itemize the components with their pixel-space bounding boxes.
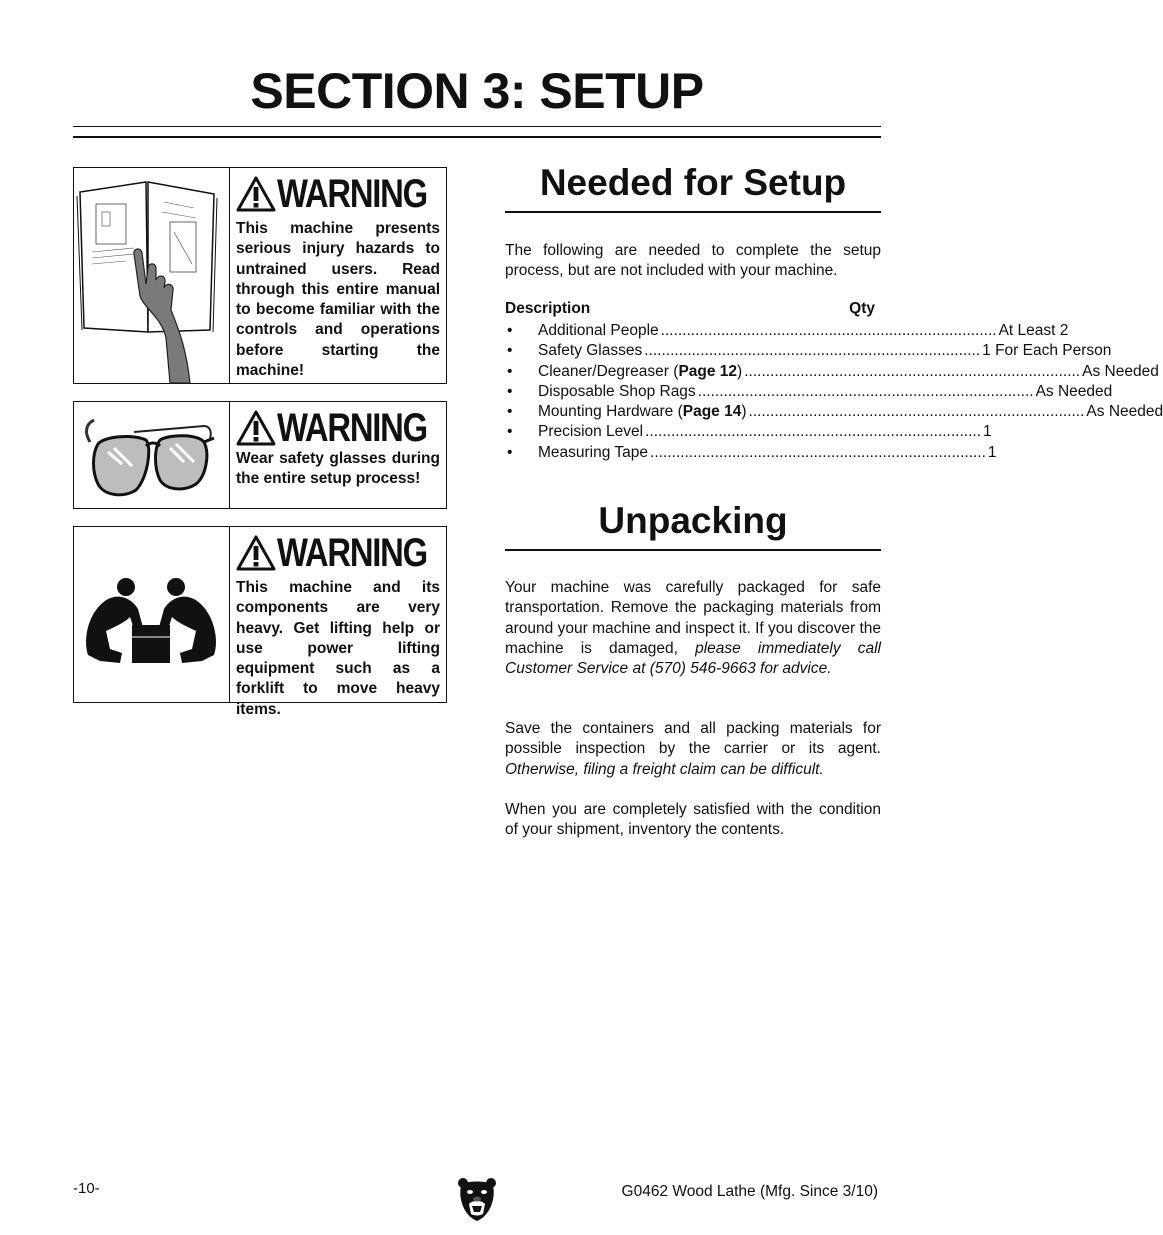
needed-for-setup-heading: Needed for Setup: [539, 162, 847, 203]
title-rule-thin: [73, 126, 881, 127]
warning-text: This machine presents serious injury hazards to untrained users. Read through this entire manual to become familiar with the controls and operations before starting the machine!: [236, 220, 440, 380]
item-qty: At Least 2: [998, 322, 1069, 339]
warning-box-heavy: [73, 526, 447, 718]
warning-text: Wear safety glasses during the entire setup process!: [236, 450, 440, 488]
warning-triangle-icon: [236, 176, 276, 212]
list-item: • Measuring Tape .............................................................................. 1: [505, 443, 875, 463]
qty-column-header: Qty: [849, 300, 875, 317]
item-name: Mounting Hardware: [538, 403, 674, 421]
list-item: • Additional People .............................................................................. At Least 2: [505, 321, 875, 341]
bear-head-logo-icon: [458, 1176, 496, 1222]
item-name: Measuring Tape: [538, 443, 649, 461]
list-item: • Safety Glasses .............................................................................. 1 For Each Person: [505, 341, 875, 361]
paragraph-italic-text: please immediately call Customer Service at (570) 546-9663 for advice.: [505, 639, 881, 678]
warning-box-manual: [73, 167, 447, 384]
warning-box-glasses: [73, 401, 447, 509]
description-column-header: Description: [505, 300, 591, 317]
section-rule: [505, 549, 881, 551]
unpacking-paragraph-3: When you are completely satisfied with the condition of your shipment, inventory the contents.: [505, 801, 881, 839]
unpacking-paragraph-2: [505, 719, 881, 780]
unpacking-paragraph-1: [505, 578, 881, 679]
warning-heading: WARNING: [277, 531, 427, 575]
needed-intro: The following are needed to complete the setup process, but are not included with your machine.: [505, 242, 881, 280]
list-item: • Mounting Hardware (Page 14) .............................................................................. As Needed: [505, 402, 875, 422]
warning-triangle-icon: [236, 535, 276, 571]
paragraph-italic-text: Otherwise, filing a freight claim can be difficult.: [505, 760, 824, 778]
warning-heading: WARNING: [277, 406, 427, 450]
title-rule-thick: [73, 136, 881, 138]
list-item: • Precision Level .............................................................................. 1: [505, 422, 875, 442]
two-person-lift-icon: [74, 527, 230, 702]
warning-triangle-icon: [236, 410, 276, 446]
section-rule: [505, 211, 881, 213]
item-name: Additional People: [538, 322, 659, 339]
list-item: • Disposable Shop Rags .............................................................................. As Needed: [505, 382, 875, 402]
item-qty: As Needed: [1035, 382, 1113, 400]
item-qty: As Needed: [1086, 403, 1163, 421]
page-number: -10-: [73, 1180, 100, 1197]
warning-heading: WARNING: [277, 172, 427, 216]
item-qty: 1 For Each Person: [982, 342, 1112, 360]
paragraph-text: Save the containers and all packing materials for possible inspection by the carrier or its agent.: [505, 720, 881, 758]
manual-reading-icon: [74, 168, 230, 383]
paragraph-text: Your machine was carefully packaged for safe transportation. Remove the packaging materials from around your machine and inspect it. If you discover the machine is damaged,: [505, 579, 881, 657]
unpacking-heading: Unpacking: [598, 500, 788, 541]
needed-list-header: [505, 300, 875, 318]
safety-glasses-icon: [74, 402, 230, 508]
page-reference: Page 12: [678, 362, 738, 380]
item-qty: 1: [983, 423, 992, 441]
item-qty: As Needed: [1082, 362, 1159, 380]
list-item: • Cleaner/Degreaser (Page 12) .............................................................................. As Needed: [505, 362, 875, 382]
page-reference: Page 14: [682, 403, 742, 421]
page-title: SECTION 3: SETUP: [250, 63, 704, 119]
item-name: Disposable Shop Rags: [538, 382, 696, 400]
warning-text: This machine and its components are very heavy. Get lifting help or use power lifting equipment such as a forklift to move heavy items.: [236, 579, 440, 718]
item-name: Precision Level: [538, 423, 644, 441]
item-name: Cleaner/Degreaser: [538, 362, 669, 380]
needed-list: [505, 321, 1163, 463]
item-qty: 1: [987, 443, 997, 461]
model-footer: G0462 Wood Lathe (Mfg. Since 3/10): [621, 1183, 878, 1200]
item-name: Safety Glasses: [538, 342, 643, 360]
